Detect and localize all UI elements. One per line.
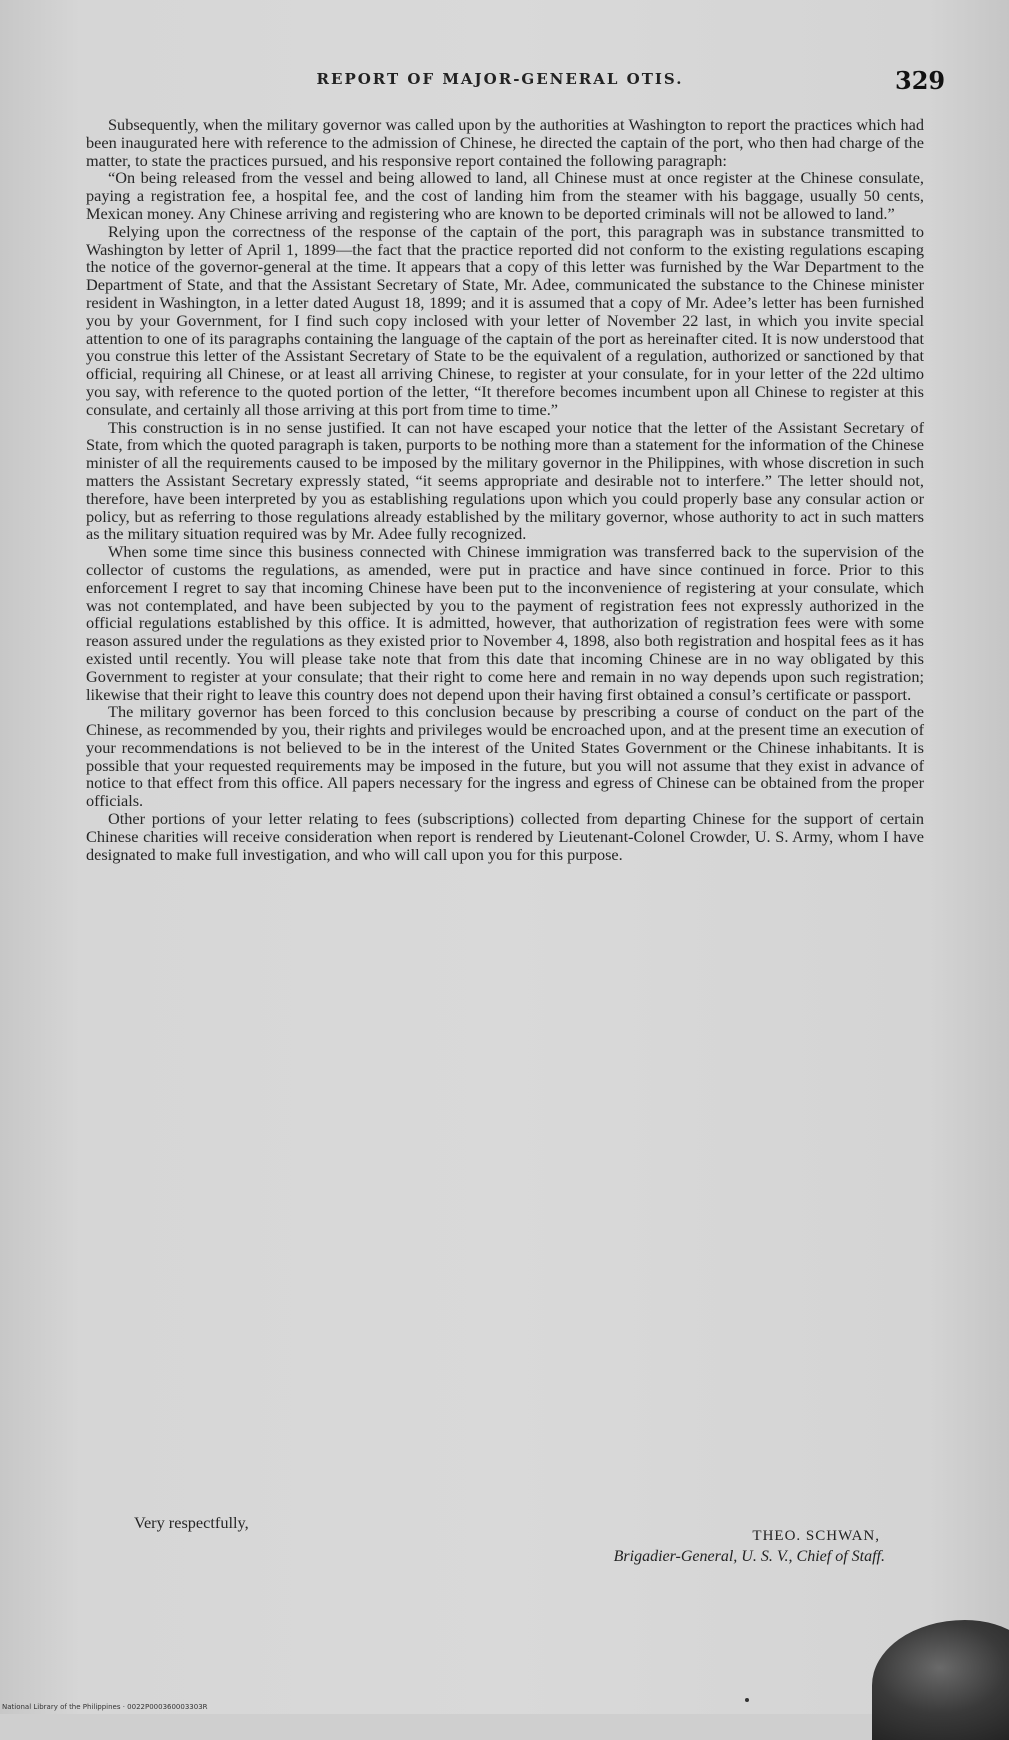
closing-salutation: Very respectfully, [134,1513,249,1532]
body-text [86,116,924,863]
quoted-paragraph: “On being released from the vessel and being allowed to land, all Chinese must at once register at the Chinese consulate, paying a registration fee, a hospital fee, and the cost of landing him from the steamer with his baggage, usually 50 cents, Mexican money. Any Chinese arriving and registering who are known to be deported criminals will not be allowed to land.” [86,168,924,223]
paragraph: Other portions of your letter relating to fees (subscriptions) collected from departing Chinese for the support of certain Chinese charities will receive consideration when report is rendered by Lieutenant-Colonel Crowder, U. S. Army, whom I have designated to make full investigation, and who will call upon you for this purpose. [86,809,924,864]
page-number: 329 [895,66,946,95]
ink-speck [745,1698,749,1702]
paragraph: Subsequently, when the military governor was called upon by the authorities at Washington to report the practices which had been inaugurated here with reference to the admission of Chinese, he directed the captain of the port, who then had charge of the matter, to state the practices pursued, and his responsive report contained the following paragraph: [86,115,924,170]
paragraph: This construction is in no sense justified. It can not have escaped your notice that the letter of the Assistant Secretary of State, from which the quoted paragraph is taken, purports to be nothing more than a statement for the information of the Chinese minister of all the requirements caused to be imposed by the military governor in the Philippines, with whose discretion in such matters the Assistant Secretary expressly stated, “it seems appropriate and desirable not to interfere.” The letter should not, therefore, have been interpreted by you as establishing regulations upon which you could properly base any consular action or policy, but as referring to those regulations already established by the military governor, whose authority to act in such matters as the military situation required was by Mr. Adee fully recognized. [86,417,924,544]
running-title: REPORT OF MAJOR-GENERAL OTIS. [316,70,684,88]
paragraph: The military governor has been forced to this conclusion because by prescribing a course of conduct on the part of the Chinese, as recommended by you, their rights and privileges would be encroached upon, and at the present time an execution of your recommendations is not believed to be in the interest of the United States Government or the Chinese inhabitants. It is possible that your requested requirements may be imposed in the future, but you will not assume that they exist in advance of notice to that effect from this office. All papers necessary for the ingress and egress of Chinese can be obtained from the proper officials. [86,702,924,811]
scanner-thumb-shadow [872,1620,1009,1740]
page-header [0,66,1009,100]
signature-title: Brigadier-General, U. S. V., Chief of Staff. [613,1548,885,1565]
scan-credit: National Library of the Philippines · 0022P000360003303R [2,1703,208,1711]
signature-name: THEO. SCHWAN, [752,1528,880,1544]
paragraph: When some time since this business connected with Chinese immigration was transferred back to the supervision of the collector of customs the regulations, as amended, were put in practice and have since continued in force. Prior to this enforcement I regret to say that incoming Chinese have been put to the inconvenience of registering at your consulate, which was not contemplated, and have been subjected by you to the payment of registration fees not expressly authorized in the official regulations established by this office. It is admitted, however, that authorization of registration fees were with some reason assured under the regulations as they existed prior to November 4, 1898, also both registration and hospital fees as it has existed until recently. You will please take note that from this date that incoming Chinese are in no way obligated by this Government to register at your consulate; that their right to come here and remain in no way depends upon such registration; likewise that their right to leave this country does not depend upon their having first obtained a consul’s certificate or passport. [86,542,924,704]
paragraph: Relying upon the correctness of the response of the captain of the port, this paragraph was in substance transmitted to Washington by letter of April 1, 1899—the fact that the practice reported did not conform to the existing regulations escaping the notice of the governor-general at the time. It appears that a copy of this letter was furnished by the War Department to the Department of State, and that the Assistant Secretary of State, Mr. Adee, communicated the substance to the Chinese minister resident in Washington, in a letter dated August 18, 1899; and it is assumed that a copy of Mr. Adee’s letter has been furnished you by your Government, for I find such copy inclosed with your letter of November 22 last, in which you invite special attention to one of its paragraphs containing the language of the captain of the port as hereinafter cited. It is now understood that you construe this letter of the Assistant Secretary of State to be the equivalent of a regulation, authorized or sanctioned by that official, requiring all Chinese, or at least all arriving Chinese, to register at your consulate, for in your letter of the 22d ultimo you say, with reference to the quoted portion of the letter, “It therefore becomes incumbent upon all Chinese to register at this consulate, and certainly all those arriving at this port from time to time.” [86,221,924,419]
